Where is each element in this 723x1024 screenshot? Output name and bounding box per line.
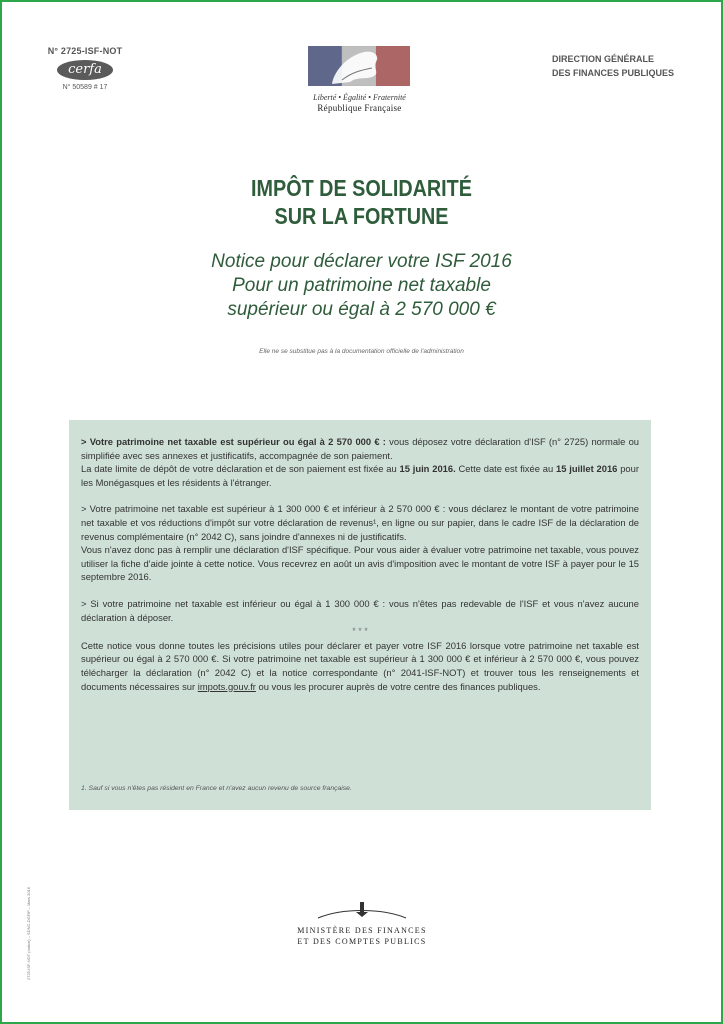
paragraph-4: Vous n'avez donc pas à remplir une déclaration d'ISF spécifique. Pour vous aider à évaluer votre patrimoine net taxable, vous pouvez utiliser la fiche d'aide jointe à cette notice. Vous recevrez en août un avis d'imposition avec le montant de votre ISF à payer pour le 15 septembre 2016.	[81, 544, 639, 583]
side-reference: 2725-ISF-NOT (notice) – SDNC-DGFiP – Mars 2016	[26, 887, 31, 980]
motto: Liberté • Égalité • Fraternité	[313, 93, 406, 102]
cerfa-logo: cerfa	[57, 60, 113, 80]
ministry-emblem-icon	[312, 902, 412, 920]
marianne-emblem-icon	[302, 46, 417, 86]
subtitle-line-3: supérieur ou égal à 2 570 000 €	[227, 299, 496, 320]
footnote: 1. Sauf si vous n'êtes pas résident en France et n'avez aucun revenu de source française.	[81, 785, 352, 792]
cerfa-block	[40, 46, 130, 91]
paragraph-6-a: Cette notice vous donne toutes les précisions utiles pour déclarer et payer votre ISF 2016 lorsque votre patrimoine net taxable est supérieur ou égal à 2 570 000 €. Si votre patrimoine net taxable est supérieur à 1 300 000 € et inférieur à 2 570 000 €, vous pouvez télécharger la déclaration (n° 2042 C) et la notice correspondante (n° 2041-ISF-NOT) et trouver tous les renseignements et documents nécessaires sur	[81, 639, 639, 692]
paragraph-1-text: vous déposez votre déclaration d'ISF (n° 2725) normale ou simplifiée avec ses annexes et justificatifs, accompagnée de son paiement.	[81, 436, 639, 461]
direction-line-1: DIRECTION GÉNÉRALE	[552, 54, 655, 64]
disclaimer: Elle ne se substitue pas à la documentation officielle de l'administration	[259, 348, 464, 355]
info-box	[69, 420, 651, 810]
dgfip-label	[552, 52, 674, 80]
subtitle-line-2: Pour un patrimoine net taxable	[232, 275, 491, 296]
deadline-1: 15 juin 2016.	[399, 463, 456, 475]
title-line-1: IMPÔT DE SOLIDARITÉ	[251, 175, 472, 201]
republic-label: République Française	[317, 103, 402, 113]
form-number: N° 2725-ISF-NOT	[47, 46, 123, 56]
paragraph-2-c: pour les Monégasques et les résidents à l'étranger.	[81, 463, 639, 488]
page-title	[52, 174, 670, 230]
deadline-2: 15 juillet 2016	[555, 463, 618, 475]
subtitle-line-1: Notice pour déclarer votre ISF 2016	[211, 251, 512, 272]
paragraph-2-a: La date limite de dépôt de votre déclaration et de son paiement est fixée au	[81, 463, 400, 475]
ministry-line-1: MINISTÈRE DES FINANCES	[297, 926, 427, 935]
separator-stars: * * *	[352, 626, 368, 637]
impots-link[interactable]: impots.gouv.fr	[197, 680, 256, 692]
page-subtitle	[2, 250, 721, 322]
paragraph-6-b: ou vous les procurer auprès de votre centre des finances publiques.	[255, 680, 541, 692]
direction-line-2: DES FINANCES PUBLIQUES	[552, 68, 675, 78]
paragraph-5: > Si votre patrimoine net taxable est inférieur ou égal à 1 300 000 € : vous n'êtes pas redevable de l'ISF et vous n'avez aucune déclaration à déposer.	[81, 597, 639, 623]
title-line-2: SUR LA FORTUNE	[274, 203, 449, 229]
ministry-line-2: ET DES COMPTES PUBLICS	[297, 937, 427, 946]
ministry-logo	[282, 902, 442, 947]
paragraph-1	[81, 435, 639, 462]
paragraph-1-bold: > Votre patrimoine net taxable est supérieur ou égal à 2 570 000 € :	[81, 436, 386, 447]
paragraph-6	[81, 639, 639, 693]
paragraph-2	[81, 462, 639, 489]
paragraph-3: > Votre patrimoine net taxable est supérieur à 1 300 000 € et inférieur à 2 570 000 € : vous déclarez le montant de votre patrimoine net taxable et vos réductions d'impôt sur votre déclaration de revenus¹, en ligne ou sur papier, dans le cadre ISF de la déclaration de revenus complémentaire (n° 2042 C), sans joindre d'annexes ni de justificatifs.	[81, 503, 639, 542]
paragraph-2-b: Cette date est fixée au	[455, 463, 556, 475]
marianne-logo	[302, 46, 417, 113]
cerfa-id: N° 50589 # 17	[62, 84, 108, 91]
